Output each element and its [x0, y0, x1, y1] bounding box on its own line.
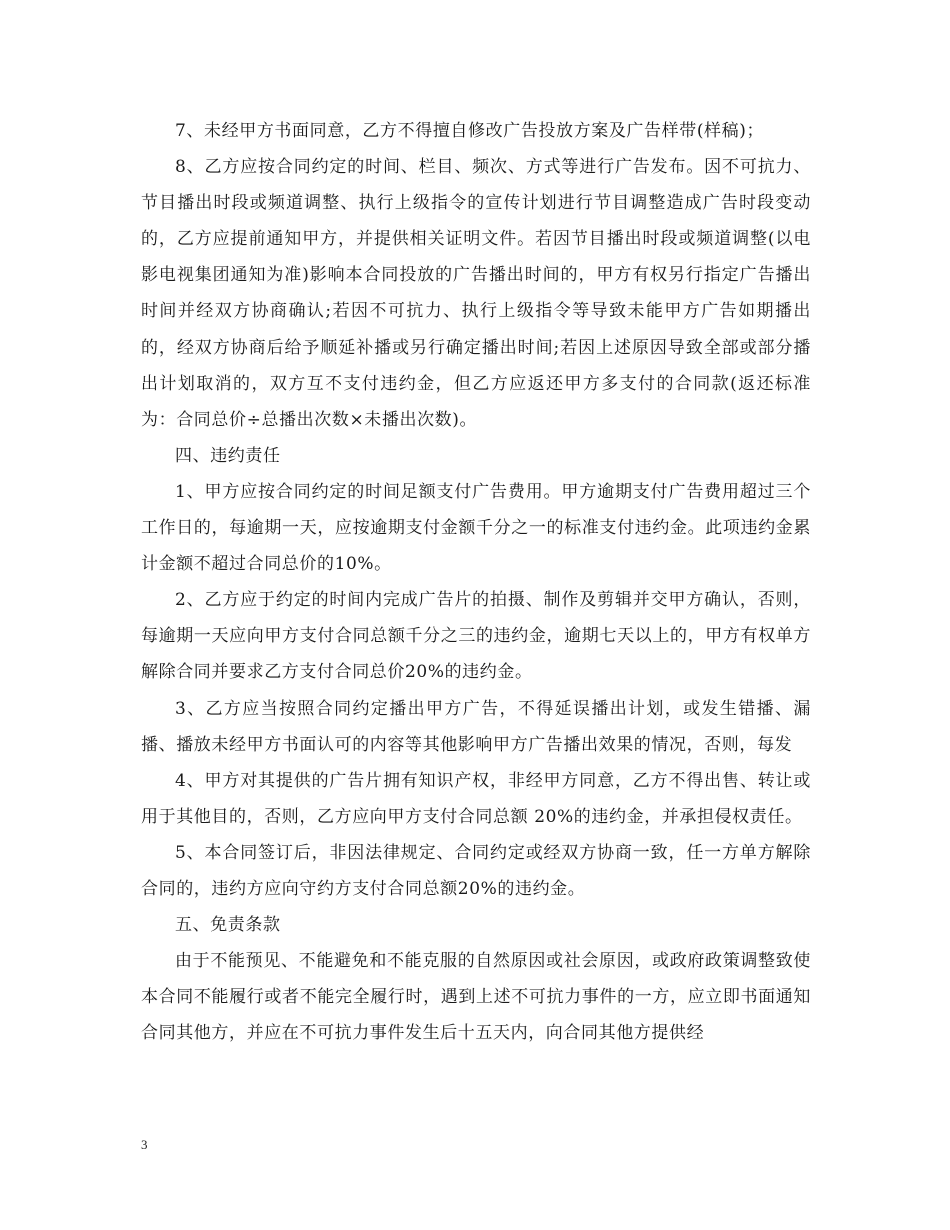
clause-8: 8、乙方应按合同约定的时间、栏目、频次、方式等进行广告发布。因不可抗力、节目播出时段或频道调整、执行上级指令的宣传计划进行节目调整造成广告时段变动的，乙方应提前通知甲方，并提供相关证明文件。若因节目播出时段或频道调整(以电影电视集团通知为准)影响本合同投放的广告播出时间的，甲方有权另行指定广告播出时间并经双方协商确认;若因不可抗力、执行上级指令等导致未能甲方广告如期播出的，经双方协商后给予顺延补播或另行确定播出时间;若因上述原因导致全部或部分播出计划取消的，双方互不支付违约金，但乙方应返还甲方多支付的合同款(返还标准为：合同总价÷总播出次数×未播出次数)。 — [141, 157, 811, 430]
section-heading-liability: 四、违约责任 — [175, 445, 281, 466]
section-heading-exemption: 五、免责条款 — [175, 915, 281, 936]
exemption-clause: 由于不能预见、不能避免和不能克服的自然原因或社会原因，或政府政策调整致使本合同不能履行或者不能完全履行时，遇到上述不可抗力事件的一方，应立即书面通知合同其他方，并应在不可抗力事件发生后十五天内，向合同其他方提供经 — [141, 951, 811, 1044]
liability-clause-1: 1、甲方应按合同约定的时间足额支付广告费用。甲方逾期支付广告费用超过三个工作日的，每逾期一天，应按逾期支付金额千分之一的标准支付违约金。此项违约金累计金额不超过合同总价的10%。 — [141, 481, 811, 575]
liability-clause-5: 5、本合同签订后，非因法律规定、合同约定或经双方协商一致，任一方单方解除合同的，违约方应向守约方支付合同总额20%的违约金。 — [141, 842, 811, 899]
liability-clause-2: 2、乙方应于约定的时间内完成广告片的拍摄、制作及剪辑并交甲方确认，否则，每逾期一天应向甲方支付合同总额千分之三的违约金，逾期七天以上的，甲方有权单方解除合同并要求乙方支付合同总价20%的违约金。 — [141, 590, 811, 683]
liability-clause-3: 3、乙方应当按照合同约定播出甲方广告，不得延误播出计划，或发生错播、漏播、播放未经甲方书面认可的内容等其他影响甲方广告播出效果的情况，否则，每发 — [141, 698, 811, 755]
clause-7: 7、未经甲方书面同意，乙方不得擅自修改广告投放方案及广告样带(样稿)； — [175, 121, 765, 141]
page-number: 3 — [141, 1137, 148, 1152]
document-body — [141, 113, 811, 1051]
liability-clause-4: 4、甲方对其提供的广告片拥有知识产权，非经甲方同意，乙方不得出售、转让或用于其他目的，否则，乙方应向甲方支付合同总额 20%的违约金，并承担侵权责任。 — [141, 770, 811, 827]
